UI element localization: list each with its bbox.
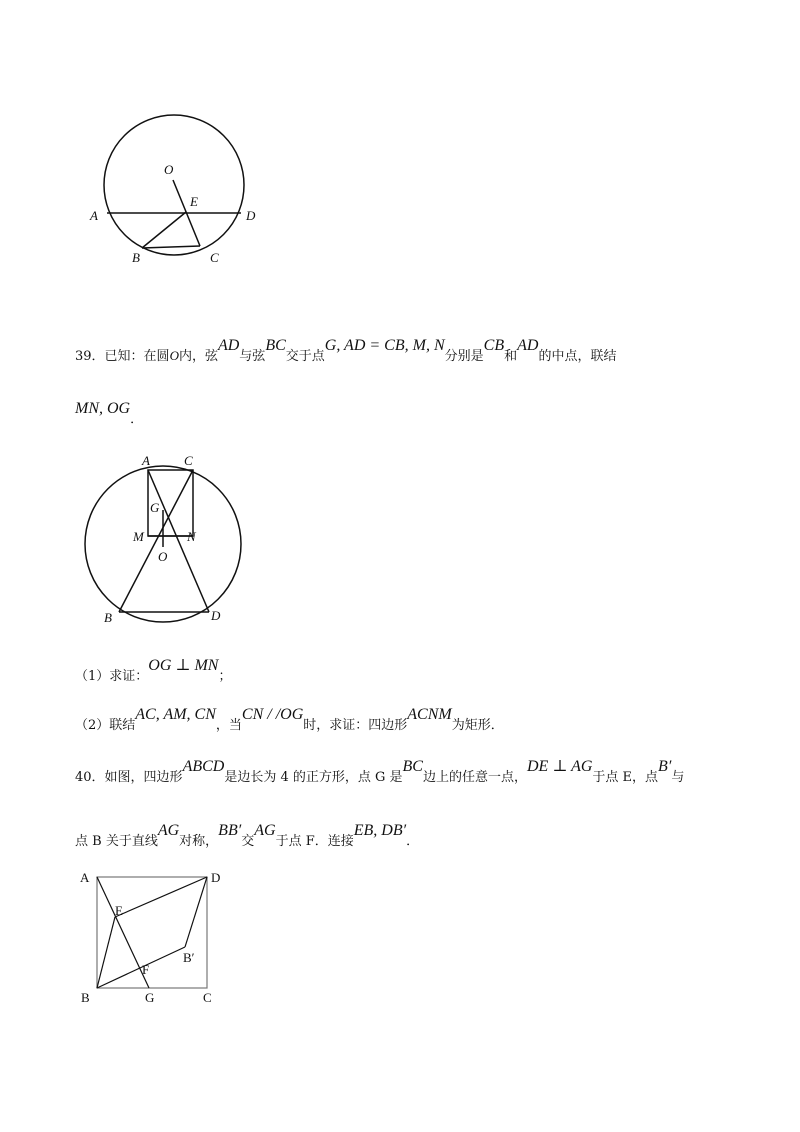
q39-part2-math-2: CN / /OG <box>241 706 304 723</box>
label-c: C <box>203 990 212 1005</box>
q40-text: 于点 E，点 <box>592 770 659 785</box>
q39-math-cb: CB <box>483 337 505 354</box>
label-d: D <box>211 870 221 885</box>
q40-math-eb-dbprime: EB, DB′ <box>353 822 407 839</box>
figure-38-circle <box>80 110 280 285</box>
q40-math-bprime: B′ <box>658 758 672 775</box>
q39-text: 已知：在圆 <box>104 349 170 364</box>
q39-math-o: O <box>169 348 179 363</box>
q39-math-conditions: G, AD = CB, M, N <box>324 337 445 354</box>
label-bprime: B′ <box>183 950 195 965</box>
label-a: A <box>80 870 90 885</box>
q40-text: 边上的任意一点， <box>422 770 527 785</box>
q39-part2-math-3: ACNM <box>407 706 452 723</box>
segment-be <box>142 212 186 248</box>
q39-part2 <box>75 706 504 734</box>
q40-number: 40． <box>75 770 105 785</box>
q39-line1 <box>75 337 617 365</box>
q40-line2 <box>75 822 420 850</box>
q39-part1-end: ； <box>218 669 232 684</box>
q39-part1-label: （1）求证： <box>75 669 149 684</box>
label-b: B <box>132 250 140 265</box>
q40-text: 对称， <box>179 834 219 849</box>
label-c: C <box>210 250 219 265</box>
circle-38 <box>104 115 244 255</box>
segment-eb <box>97 917 115 988</box>
q39-text: 交于点 <box>285 349 325 364</box>
q40-math-ag: AG <box>157 822 180 839</box>
q40-math-de-perp-ag: DE ⊥ AG <box>527 758 593 775</box>
q40-math-bbprime: BB′ <box>218 822 242 839</box>
label-f: F <box>142 962 150 977</box>
label-m: M <box>133 529 144 544</box>
label-d: D <box>211 608 221 623</box>
segment-dbprime <box>185 877 207 947</box>
label-b: B <box>81 990 90 1005</box>
q39-math-mn-og: MN, OG <box>75 400 131 417</box>
q40-math-bc: BC <box>402 758 423 775</box>
label-g: G <box>150 500 160 515</box>
q39-math-ad: AD <box>217 337 240 354</box>
label-n: N <box>187 529 196 544</box>
label-b: B <box>104 610 112 625</box>
q39-text: 分别是 <box>444 349 484 364</box>
label-g: G <box>145 990 155 1005</box>
q39-text: 的中点，联结 <box>538 349 617 364</box>
chord-ad <box>148 470 209 612</box>
q39-text: 和 <box>504 349 518 364</box>
q40-line1 <box>75 758 685 786</box>
label-o: O <box>164 162 174 177</box>
q40-text: ． <box>406 834 420 849</box>
figure-40-square <box>75 862 235 1012</box>
q39-text: 与弦 <box>239 349 266 364</box>
q39-part2-text: 为矩形． <box>451 718 504 733</box>
q39-part2-label: （2）联结 <box>75 718 136 733</box>
chord-cb <box>119 470 193 612</box>
label-c: C <box>184 453 193 468</box>
label-e: E <box>115 903 123 918</box>
q40-text: 与 <box>671 770 685 785</box>
label-o: O <box>158 549 168 564</box>
label-a: A <box>90 208 98 223</box>
q39-period: ． <box>130 412 144 427</box>
q39-part2-math-1: AC, AM, CN <box>135 706 216 723</box>
label-e: E <box>190 194 198 209</box>
segment-de <box>115 877 207 917</box>
label-d: D <box>246 208 256 223</box>
q39-part2-text: 时，求证：四边形 <box>303 718 408 733</box>
q39-line2 <box>75 398 144 427</box>
q40-math-abcd: ABCD <box>182 758 225 775</box>
q39-number: 39． <box>75 349 105 364</box>
q40-text: 于点 F．连接 <box>275 834 354 849</box>
segment-bc <box>142 246 200 248</box>
q40-text: 点 B 关于直线 <box>75 834 158 849</box>
q40-math-ag2: AG <box>254 822 276 839</box>
q40-text: 交 <box>241 834 255 849</box>
q40-text: 如图，四边形 <box>104 770 183 785</box>
segment-bbprime <box>97 947 185 988</box>
q39-part2-text: ，当 <box>215 718 242 733</box>
square-abcd <box>97 877 207 988</box>
figure-39-circle <box>80 450 260 630</box>
q39-math-bc: BC <box>265 337 286 354</box>
label-a: A <box>142 453 150 468</box>
q39-text: 内，弦 <box>178 349 218 364</box>
q39-part1 <box>75 657 232 685</box>
q39-part1-math: OG ⊥ MN <box>148 657 219 674</box>
q40-text: 是边长为 4 的正方形，点 G 是 <box>224 770 403 785</box>
q39-math-ad2: AD <box>517 337 539 354</box>
